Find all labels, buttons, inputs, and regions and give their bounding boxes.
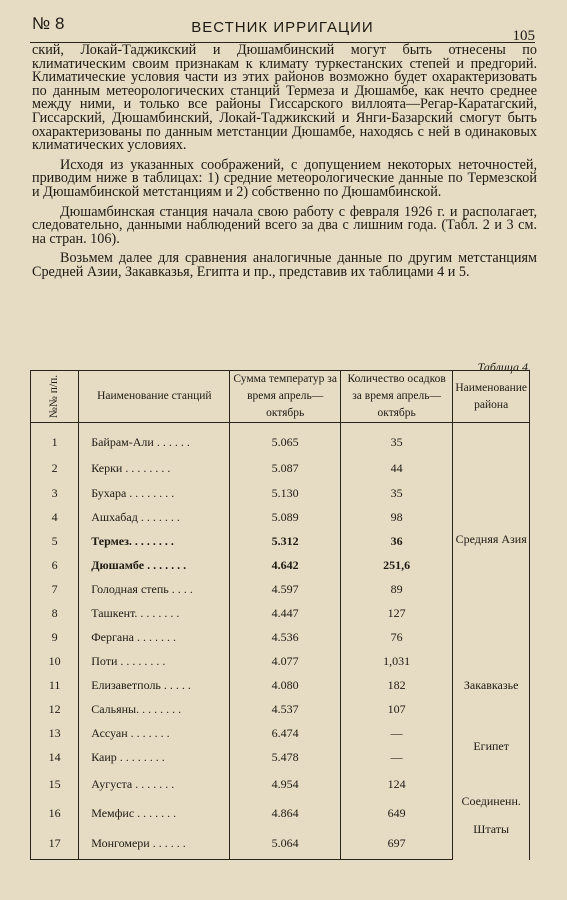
stations-table <box>30 370 530 860</box>
precipitation: — <box>340 746 452 770</box>
precipitation: 182 <box>340 673 452 697</box>
station-name: Термез. . . . . . . . <box>79 529 230 553</box>
station-name: Керки . . . . . . . . <box>79 457 230 481</box>
station-name: Голодная степь . . . . <box>79 577 230 601</box>
station-name: Дюшамбе . . . . . . . <box>79 553 230 577</box>
station-name: Каир . . . . . . . . <box>79 746 230 770</box>
table-row <box>31 423 530 457</box>
row-number: 10 <box>31 649 79 673</box>
journal-title: ВЕСТНИК ИРРИГАЦИИ <box>191 19 374 36</box>
precipitation: 98 <box>340 505 452 529</box>
temperature-sum: 5.064 <box>230 829 340 860</box>
temperature-sum: 4.954 <box>230 770 340 800</box>
temperature-sum: 5.087 <box>230 457 340 481</box>
row-number: 7 <box>31 577 79 601</box>
row-number: 4 <box>31 505 79 529</box>
station-name: Бухара . . . . . . . . <box>79 481 230 505</box>
temperature-sum: 4.642 <box>230 553 340 577</box>
row-number: 2 <box>31 457 79 481</box>
temperature-sum: 6.474 <box>230 721 340 745</box>
row-number: 8 <box>31 601 79 625</box>
table-caption: Таблица 4. <box>477 360 531 374</box>
row-number: 13 <box>31 721 79 745</box>
page-header <box>30 12 535 43</box>
temperature-sum: 4.537 <box>230 697 340 721</box>
row-number: 1 <box>31 423 79 457</box>
precipitation: 124 <box>340 770 452 800</box>
station-name: Ашхабад . . . . . . . <box>79 505 230 529</box>
precipitation: 127 <box>340 601 452 625</box>
precipitation: 697 <box>340 829 452 860</box>
temperature-sum: 5.089 <box>230 505 340 529</box>
station-name: Мемфис . . . . . . . <box>79 799 230 829</box>
paragraph: Исходя из указанных соображений, с допущением некоторых неточностей, приводим ниже в таблицах: 1) средние метеорологические данные по Термезской и Дюшамбинской метстанциям и 2) собственно по Дюшамбинской. <box>32 156 537 200</box>
body-text <box>32 44 537 280</box>
temperature-sum: 4.597 <box>230 577 340 601</box>
station-name: Аугуста . . . . . . . <box>79 770 230 800</box>
station-name: Елизаветполь . . . . . <box>79 673 230 697</box>
header-number: №№ п/п. <box>31 371 79 423</box>
row-number: 5 <box>31 529 79 553</box>
paragraph: ский, Локай-Таджикский и Дюшамбинский могут быть отнесены по климатическим своим признакам к климату туркестанских степей и предгорий. Климатические условия части из этих районов возможно будет охарактеризовать по данным метеорологических станций Термеза и Дюшамбе, как нечто среднее между ними, и только все районы Гиссарского виллоята—Регар-Каратагский, Гиссарский, Дюшамбинский, Локай-Таджикский и Янги-Базарский смогут быть охарактеризованы по данным метстанции Дюшамбе, находясь с ней в одинаковых климатических условиях. <box>32 42 537 154</box>
table-body <box>31 423 530 860</box>
paragraph: Дюшамбинская станция начала свою работу с февраля 1926 г. и располагает, следовательно, данными наблюдений всего за два с лишним года. (Табл. 2 и 3 см. на стран. 106). <box>32 203 537 247</box>
header-temperature-sum: Сумма температур за время апрель—октябрь <box>230 371 340 423</box>
precipitation: 36 <box>340 529 452 553</box>
station-name: Поти . . . . . . . . <box>79 649 230 673</box>
row-number: 9 <box>31 625 79 649</box>
precipitation: 649 <box>340 799 452 829</box>
row-number: 17 <box>31 829 79 860</box>
station-name: Фергана . . . . . . . <box>79 625 230 649</box>
precipitation: 35 <box>340 481 452 505</box>
precipitation: 251,6 <box>340 553 452 577</box>
temperature-sum: 4.536 <box>230 625 340 649</box>
temperature-sum: 4.864 <box>230 799 340 829</box>
station-name: Ассуан . . . . . . . <box>79 721 230 745</box>
page-number: 105 <box>512 28 535 44</box>
precipitation: 35 <box>340 423 452 457</box>
row-number: 14 <box>31 746 79 770</box>
region-name: Закавказье <box>453 649 530 721</box>
table-header-row <box>31 371 530 423</box>
precipitation: 44 <box>340 457 452 481</box>
station-name: Сальяны. . . . . . . . <box>79 697 230 721</box>
station-name: Байрам-Али . . . . . . <box>79 423 230 457</box>
row-number: 16 <box>31 799 79 829</box>
temperature-sum: 4.447 <box>230 601 340 625</box>
row-number: 15 <box>31 770 79 800</box>
region-name: Средняя Азия <box>453 423 530 650</box>
row-number: 3 <box>31 481 79 505</box>
region-name: Египет <box>453 721 530 769</box>
precipitation: 1,031 <box>340 649 452 673</box>
row-number: 12 <box>31 697 79 721</box>
temperature-sum: 5.065 <box>230 423 340 457</box>
station-name: Монгомери . . . . . . <box>79 829 230 860</box>
issue-number: № 8 <box>32 14 65 33</box>
precipitation: — <box>340 721 452 745</box>
table-row <box>31 721 530 745</box>
precipitation: 89 <box>340 577 452 601</box>
region-name: Соединенн. Штаты <box>453 770 530 860</box>
temperature-sum: 5.312 <box>230 529 340 553</box>
header-station-name: Наименование станций <box>79 371 230 423</box>
temperature-sum: 4.080 <box>230 673 340 697</box>
header-region: Наименование района <box>453 371 530 423</box>
temperature-sum: 5.478 <box>230 746 340 770</box>
precipitation: 76 <box>340 625 452 649</box>
table-row <box>31 649 530 673</box>
temperature-sum: 5.130 <box>230 481 340 505</box>
header-precipitation: Количество осадков за время апрель—октябрь <box>340 371 452 423</box>
paragraph: Возьмем далее для сравнения аналогичные данные по другим метстанциям Средней Азии, Закавказья, Египта и пр., представив их таблицами 4 и 5. <box>32 250 537 280</box>
temperature-sum: 4.077 <box>230 649 340 673</box>
precipitation: 107 <box>340 697 452 721</box>
station-name: Ташкент. . . . . . . . <box>79 601 230 625</box>
table-row <box>31 770 530 800</box>
row-number: 11 <box>31 673 79 697</box>
row-number: 6 <box>31 553 79 577</box>
